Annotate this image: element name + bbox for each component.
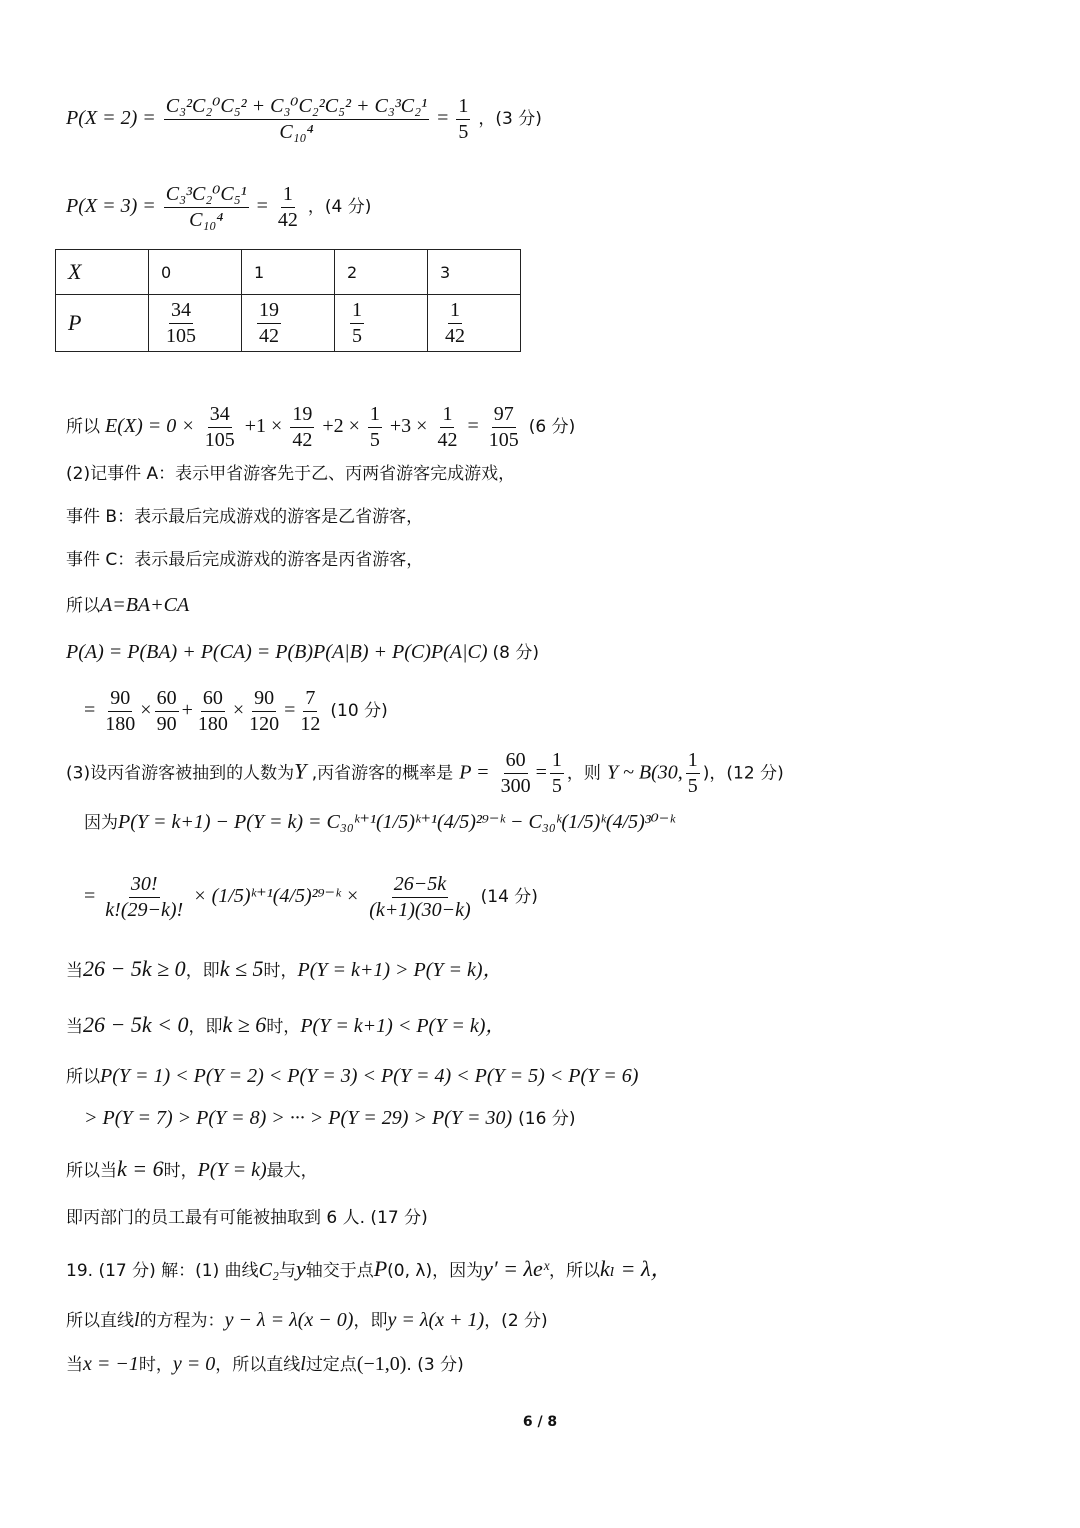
calc-f2-num: 60 [155,686,179,712]
q19-line-d: ，(2 分) [484,1311,548,1331]
part3-simplify-line [84,872,538,923]
max-k: k = 6 [117,1156,164,1181]
when1-c: ，即 [185,961,220,981]
table-p-cell [335,295,428,352]
q19-line-eq1: y − λ = λ(x − 0) [224,1309,354,1331]
part3-when2-line [66,1014,505,1036]
table-p-den: 42 [259,324,279,347]
chain1-prefix: 所以 [66,1067,100,1087]
calc-times: × [232,699,245,722]
when2-c: ，即 [188,1017,223,1037]
expect-eq: = [467,415,479,438]
q19-slope: kₗ = λ， [600,1256,673,1281]
q19-line-a: 所以直线 [66,1311,134,1331]
px2-result-den: 5 [458,121,469,143]
q19-derivative: y′ = λeˣ [483,1256,550,1281]
table-row [56,250,521,295]
q19-line-b: 的方程为： [139,1311,225,1331]
px3-denominator: C₁₀⁴ [189,209,224,231]
q19-when-l: l [300,1353,306,1375]
q19-p: P [373,1256,388,1281]
table-x-value: 2 [335,250,428,295]
expect-f4-den: 42 [437,429,458,451]
part3-chain2-line [84,1108,575,1128]
when2-k: k ≥ 6 [222,1012,267,1037]
when2-a: 当 [66,1017,83,1037]
expect-f3-num: 1 [368,402,382,428]
calc-f1-num: 90 [108,686,132,712]
expect-t3: +3 × [389,415,428,438]
q19-b: 与 [278,1261,296,1281]
px3-fraction [164,182,249,233]
expect-t2: +2 × [322,415,360,438]
q19-line3 [66,1354,464,1374]
px2-denominator: C₁₀⁴ [279,121,314,143]
expect-ex: E(X) = 0 × [105,415,195,438]
part3-dist-num: 1 [686,748,700,774]
px2-result-num: 1 [456,94,470,120]
when2-e: 时， [266,1017,301,1037]
part3-dist: Y ~ B(30, [606,761,683,784]
part3-dist-end: )，(12 分) [702,763,784,784]
part3-eq: = [535,761,547,784]
calc-f3-num: 60 [201,686,225,712]
px2-score: ，(3 分) [478,109,542,130]
simp-f2-den: (k+1)(30−k) [369,899,471,921]
when1-k: k ≤ 5 [219,956,264,981]
expect-f1-num: 34 [208,402,232,428]
calc-f1-den: 180 [105,713,136,735]
px3-result [276,182,300,233]
max-p: P(Y = k) [197,1159,267,1181]
q19-d: (0, λ)，因为 [387,1261,484,1281]
q19-line-eq2: y = λ(x + 1) [387,1309,485,1331]
px2-lhs: P(X = 2) = [66,107,156,130]
distribution-table [55,249,521,352]
expect-t1: +1 × [244,415,283,438]
part3-when1-line [66,958,503,980]
part3-dist-den: 5 [687,775,698,797]
table-p-den: 5 [352,324,362,347]
calc-eq: = [284,699,296,722]
calc-f5-num: 7 [303,686,317,712]
when2-result: P(Y = k+1) < P(Y = k)， [300,1015,506,1037]
expect-f1-den: 105 [204,429,235,451]
q19-when-b: 时， [138,1355,173,1375]
q19-y: y [295,1256,306,1281]
simp-f2-num: 26−5k [392,872,448,898]
part3-then: ，则 [566,763,601,784]
q19-when-a: 当 [66,1355,83,1375]
part3-simp-eq: = [84,885,96,908]
part3-q-den: 5 [551,775,562,797]
px3-numerator: C₃³C₂⁰C₅¹ [164,182,249,208]
chain1: P(Y = 1) < P(Y = 2) < P(Y = 3) < P(Y = 4) < P(Y = 5) < P(Y = 6) [100,1065,639,1087]
when1-ineq: 26 − 5k ≥ 0 [83,956,186,981]
q19-line-c: ，即 [353,1311,388,1331]
part2-calc-line [84,686,388,737]
chain2-score: (16 分) [518,1109,576,1129]
part3-because-formula: P(Y = k+1) − P(Y = k) = C₃₀ᵏ⁺¹(1/5)ᵏ⁺¹(4/5)²⁹⁻ᵏ − C₃₀ᵏ(1/5)ᵏ(4/5)³⁰⁻ᵏ [118,811,675,833]
px2-line [66,94,542,145]
part3-chain1-line [66,1066,638,1086]
part2-pa-formula: P(A) = P(BA) + P(CA) = P(B)P(A|B) + P(C)P(A|C) [66,641,488,663]
part2-pa-score: (8 分) [492,643,539,663]
part2-calc-eq: = [84,699,96,722]
table-p-num: 1 [448,298,462,324]
q19-line2 [66,1310,548,1330]
part3-intro: (3)设丙省游客被抽到的人数为 [66,763,295,784]
px2-numerator: C₃²C₂⁰C₅² + C₃⁰C₂²C₅² + C₃³C₂¹ [164,94,429,120]
table-x-value: 0 [149,250,242,295]
part3-simp-score: (14 分) [480,887,538,908]
table-x-label: X [56,250,149,295]
expectation-line [66,402,575,453]
table-p-num: 19 [257,298,281,324]
when1-a: 当 [66,961,83,981]
px3-result-den: 42 [277,209,298,231]
expect-prefix: 所以 [66,417,100,438]
table-p-num: 34 [169,298,193,324]
calc-f4-den: 120 [249,713,280,735]
table-p-label: P [56,295,149,352]
part2-calc-score: (10 分) [330,701,388,722]
q19-l: l [134,1309,140,1331]
table-row [56,295,521,352]
table-p-num: 1 [350,298,364,324]
part3-intro2: ,丙省游客的概率是 [306,763,454,784]
calc-times: × [140,699,152,722]
q19-when-e: . (3 分) [406,1355,464,1375]
expect-f2-num: 19 [290,402,314,428]
table-p-den: 42 [445,324,465,347]
px2-fraction [164,94,429,145]
px2-result [456,94,470,145]
part3-max-line [66,1158,318,1180]
part3-y: Y [294,758,307,784]
q19-when-point: (−1,0) [356,1353,407,1375]
table-p-cell [428,295,521,352]
px3-score: ，(4 分) [307,197,372,218]
q19-when-y: y = 0 [172,1353,216,1375]
q19-line1 [66,1258,673,1280]
q19-c2: C₂ [258,1259,279,1281]
max-a: 所以当 [66,1161,117,1181]
calc-plus: + [181,699,193,722]
q19-a: 19. (17 分) 解：(1) 曲线 [66,1261,259,1281]
part2-so-formula: A=BA+CA [100,594,190,616]
part3-conclusion: 即丙部门的员工最有可能被抽取到 6 人. (17 分) [66,1208,428,1228]
chain2: > P(Y = 7) > P(Y = 8) > ··· > P(Y = 29) > P(Y = 30) [84,1107,513,1129]
table-x-value: 1 [242,250,335,295]
calc-f4-num: 90 [252,686,276,712]
simp-f1-den: k!(29−k)! [105,899,184,921]
part3-because-line [84,812,675,832]
part2-so-prefix: 所以 [66,596,100,616]
part2-event-b: 事件 B：表示最后完成游戏的游客是乙省游客， [66,507,424,527]
expect-f5-den: 105 [488,429,519,451]
q19-when-d: 过定点 [305,1355,357,1375]
simp-f1-num: 30! [129,872,160,898]
expect-score: (6 分) [528,417,576,438]
expect-f4-num: 1 [440,402,454,428]
part2-so-line [66,595,189,615]
calc-f3-den: 180 [197,713,228,735]
part3-intro-line [66,748,784,799]
q19-e: ，所以 [549,1261,601,1281]
px3-line [66,182,371,233]
page-number: 6 / 8 [522,1414,558,1430]
part3-q-num: 1 [550,748,564,774]
table-p-cell [242,295,335,352]
part3-p-eq: P = [459,761,490,784]
calc-f2-den: 90 [156,713,177,735]
px3-lhs: P(X = 3) = [66,195,156,218]
px3-result-num: 1 [281,182,295,208]
table-p-cell [149,295,242,352]
q19-c: 轴交于点 [305,1261,374,1281]
part3-because: 因为 [84,813,118,833]
part2-pa-line [66,642,539,662]
q19-when-x: x = −1 [83,1353,139,1375]
calc-f5-den: 12 [300,713,321,735]
table-x-value: 3 [428,250,521,295]
when1-result: P(Y = k+1) > P(Y = k)， [297,959,503,981]
px2-equals: = [437,107,449,130]
part3-p-num: 60 [504,748,528,774]
part3-simp-mid: × (1/5)ᵏ⁺¹(4/5)²⁹⁻ᵏ × [193,885,360,908]
expect-f3-den: 5 [369,429,380,451]
when2-ineq: 26 − 5k < 0 [83,1012,189,1037]
part2-event-c: 事件 C：表示最后完成游戏的游客是丙省游客， [66,550,424,570]
table-p-den: 105 [166,324,196,347]
part2-event-a: (2)记事件 A：表示甲省游客先于乙、丙两省游客完成游戏， [66,464,516,484]
when1-e: 时， [263,961,298,981]
max-e: 最大， [266,1161,318,1181]
part3-p-den: 300 [500,775,531,797]
expect-f5-num: 97 [492,402,516,428]
px3-equals: = [256,195,268,218]
q19-when-c: ，所以直线 [215,1355,301,1375]
max-c: 时， [163,1161,198,1181]
expect-f2-den: 42 [292,429,313,451]
